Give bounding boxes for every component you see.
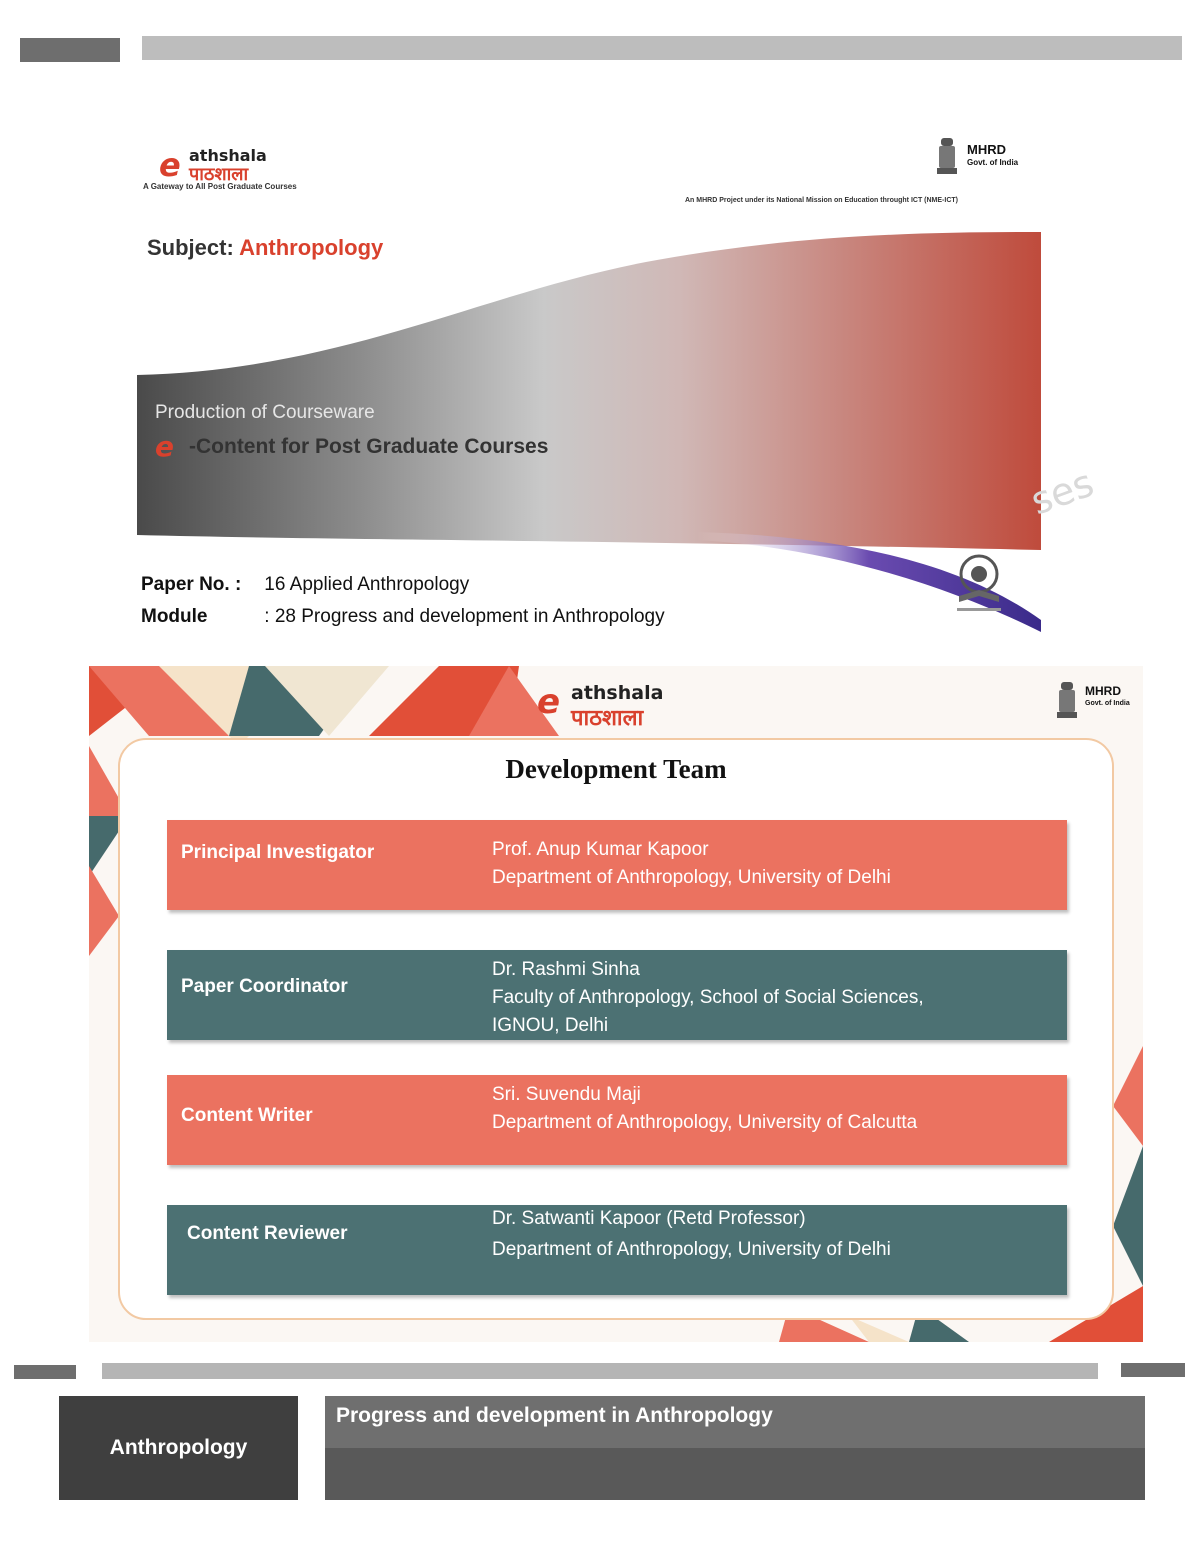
subject-value: Anthropology [239, 235, 384, 260]
mission-statement: An MHRD Project under its National Mission on Education throught ICT (NME-ICT) [685, 197, 958, 204]
logo-e-mark: e [159, 146, 181, 184]
econtent-heading: -Content for Post Graduate Courses [189, 435, 549, 458]
paper-number-line [141, 574, 469, 596]
module-line [141, 606, 665, 628]
module-label: Module [141, 606, 208, 627]
paper-value: 16 Applied Anthropology [264, 574, 470, 595]
role-label: Content Reviewer [187, 1223, 348, 1244]
team-row-paper-coordinator [167, 950, 1067, 1040]
team-row-content-reviewer [167, 1205, 1067, 1295]
logo-word-english: athshala [189, 146, 267, 165]
cover-slide [137, 120, 1100, 632]
ugc-seal-icon [943, 548, 1015, 618]
member-info [492, 1205, 891, 1264]
header-bar-right [142, 36, 1182, 60]
header-bar-left [20, 38, 120, 62]
member-name: Sri. Suvendu Maji [492, 1084, 641, 1105]
logo-word-hindi: पाठशाला [571, 706, 644, 731]
econtent-e-mark: e [155, 430, 174, 463]
logo-word-english: athshala [571, 682, 664, 704]
member-affiliation: Department of Anthropology, University of Delhi [492, 1239, 891, 1260]
member-affiliation: Department of Anthropology, University of Delhi [492, 867, 891, 888]
development-team-slide [89, 666, 1143, 1342]
subject-label: Subject: [147, 235, 234, 260]
logo-e-mark: e [537, 682, 561, 722]
team-title: Development Team [505, 754, 727, 784]
member-name: Prof. Anup Kumar Kapoor [492, 839, 709, 860]
footer-bar-middle [102, 1363, 1098, 1379]
mhrd-sublabel: Govt. of India [967, 158, 1019, 167]
team-row-principal-investigator [167, 820, 1067, 910]
logo-tagline: A Gateway to All Post Graduate Courses [143, 182, 297, 191]
footer-subject-box [59, 1396, 298, 1500]
mhrd-label: MHRD [967, 142, 1006, 157]
member-affiliation-line-2: IGNOU, Delhi [492, 1015, 609, 1036]
mhrd-label: MHRD [1085, 684, 1121, 698]
team-card [118, 738, 1114, 1320]
footer-module-title: Progress and development in Anthropology [336, 1404, 773, 1427]
paper-label: Paper No. : [141, 574, 242, 595]
national-emblem-icon [1055, 678, 1079, 728]
footer-bar-left [14, 1365, 76, 1379]
national-emblem-icon [935, 134, 959, 184]
member-info [492, 956, 924, 1040]
role-label: Principal Investigator [181, 842, 375, 863]
footer-module-box [325, 1396, 1145, 1500]
module-value: : 28 Progress and development in Anthropology [264, 606, 665, 627]
footer-bar-right [1121, 1363, 1185, 1377]
member-name: Dr. Satwanti Kapoor (Retd Professor) [492, 1208, 806, 1229]
role-label: Paper Coordinator [181, 976, 348, 997]
team-row-content-writer [167, 1075, 1067, 1165]
epathshala-logo [537, 680, 707, 730]
production-heading: Production of Courseware [155, 402, 375, 423]
role-label: Content Writer [181, 1105, 313, 1126]
member-info [492, 836, 891, 892]
member-info [492, 1081, 917, 1137]
logo-word-hindi: पाठशाला [189, 164, 249, 185]
footer-subject-label: Anthropology [109, 1436, 248, 1459]
mhrd-sublabel: Govt. of India [1085, 700, 1130, 707]
member-affiliation: Department of Anthropology, University of Calcutta [492, 1112, 918, 1133]
subject-heading [147, 235, 383, 261]
member-affiliation: Faculty of Anthropology, School of Social Sciences, [492, 987, 924, 1008]
member-name: Dr. Rashmi Sinha [492, 959, 640, 980]
svg-text:ses: ses [1025, 460, 1100, 524]
